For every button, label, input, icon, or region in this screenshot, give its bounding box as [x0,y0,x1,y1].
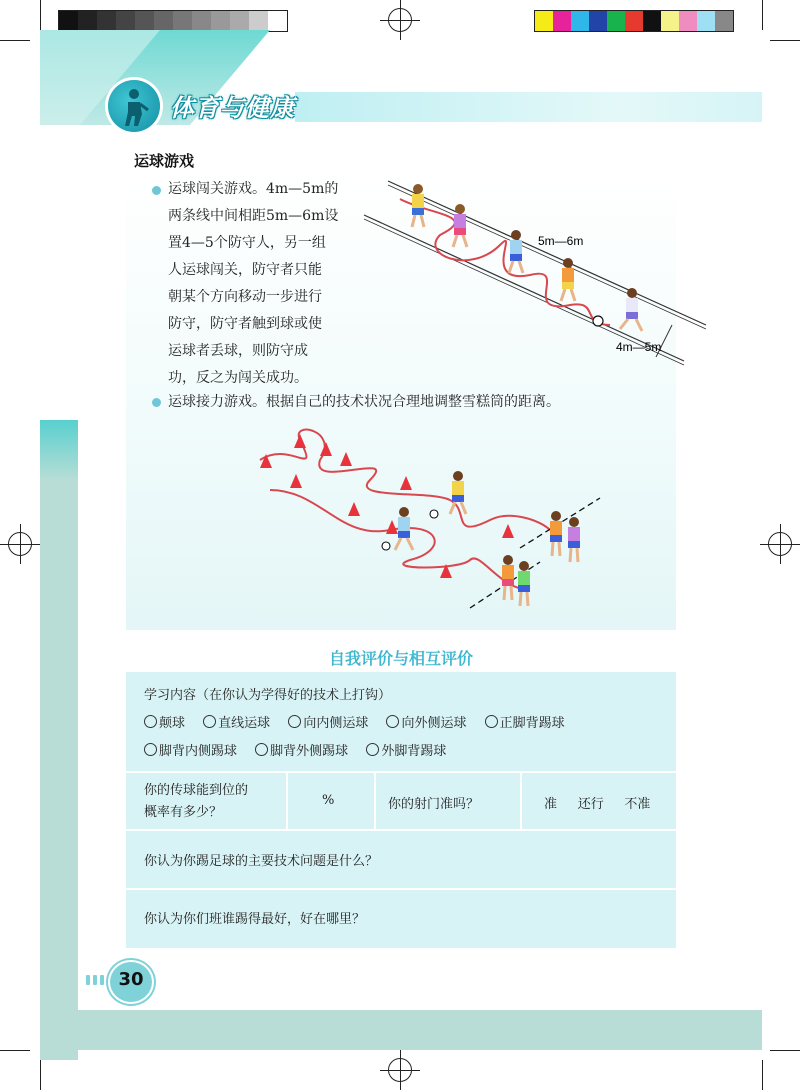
section-title: 运球游戏 [134,152,195,170]
shoot-option[interactable]: 准 [544,797,558,812]
grayscale-bar [58,10,288,32]
relay-illustration [240,420,610,620]
game1-line: 置4—5个防守人，另一组 [168,235,326,251]
game1-line: 两条线中间相距5m—6m设 [168,208,339,224]
page-number-dots [86,975,104,985]
crop-mark [770,40,800,41]
registration-mark [0,524,40,564]
crop-mark [40,0,41,30]
ball-icon [382,542,390,550]
dribble-path [400,199,610,325]
circle-checkbox-icon[interactable] [288,715,301,728]
cone-icon [386,520,398,534]
cone-icon [400,476,412,490]
crop-mark [0,40,30,41]
option-checkbox[interactable]: 向外侧运球 [386,712,466,731]
ball-icon [430,510,438,518]
width-label: 5m—6m [538,234,584,248]
page-number: 30 [118,969,144,990]
option-checkbox[interactable]: 外脚背踢球 [366,740,446,759]
circle-checkbox-icon[interactable] [203,715,216,728]
crop-mark [762,1060,763,1090]
pass-question: 你的传球能到位的 概率有多少？ [144,783,249,820]
shoot-option[interactable]: 不准 [624,797,651,812]
shoot-option[interactable]: 还行 [577,797,604,812]
learning-content-label: 学习内容（在你认为学得好的技术上打钩） [144,688,392,703]
evaluation-table [126,672,676,948]
game1-description [168,176,358,392]
options-row [144,740,460,759]
game2-description: 运球接力游戏。根据自己的技术状况合理地调整雪糕筒的距离。 [168,394,560,410]
option-checkbox[interactable]: 脚背内侧踢球 [144,740,237,759]
player-icon [518,561,530,606]
option-checkbox[interactable]: 正脚背踢球 [485,712,565,731]
crop-mark [40,1060,41,1090]
shoot-question: 你的射门准吗？ [388,797,480,812]
game1-line: 功，反之为闯关成功。 [168,370,308,386]
circle-checkbox-icon[interactable] [255,743,268,756]
crop-mark [770,1050,800,1051]
length-label: 4m—5m [616,340,662,354]
game1-line: 运球闯关游戏。4m—5m的 [168,181,339,197]
percent-field[interactable]: % [322,793,335,808]
circle-checkbox-icon[interactable] [144,743,157,756]
option-checkbox[interactable]: 颠球 [144,712,185,731]
left-side-band-accent [40,420,78,480]
header-title: 体育与健康 [170,94,295,122]
player-icon [502,555,514,600]
cone-icon [294,434,306,448]
crop-mark [0,1050,30,1051]
player-icon [568,517,580,562]
shoot-options [544,793,650,812]
option-checkbox[interactable]: 直线运球 [203,712,270,731]
game1-line: 运球者丢球，则防守成 [168,343,308,359]
circle-checkbox-icon[interactable] [485,715,498,728]
player-icon [550,511,562,556]
player-icon [453,204,467,247]
option-checkbox[interactable]: 向内侧运球 [288,712,368,731]
gauntlet-illustration [360,175,710,375]
evaluation-heading: 自我评价与相互评价 [328,649,473,668]
registration-mark [380,1050,420,1090]
left-side-band [40,420,78,1060]
circle-checkbox-icon[interactable] [366,743,379,756]
color-bar [534,10,734,32]
circle-checkbox-icon[interactable] [144,715,157,728]
bottom-band [40,1010,762,1050]
cone-icon [290,474,302,488]
option-checkbox[interactable]: 脚背外侧踢球 [255,740,348,759]
cone-icon [348,502,360,516]
crop-mark [762,0,763,30]
sports-logo-icon [108,80,160,132]
best-player-question: 你认为你们班谁踢得最好，好在哪里？ [144,912,366,927]
cone-icon [320,442,332,456]
problem-question: 你认为你踢足球的主要技术问题是什么？ [144,854,379,869]
registration-mark [760,524,800,564]
game1-line: 防守，防守者触到球或使 [168,316,322,332]
game1-line: 人运球闯关，防守者只能 [168,262,322,278]
ball-icon [593,316,603,326]
bullet-icon [152,186,161,195]
options-row [144,712,579,731]
player-icon [412,184,424,227]
game1-line: 朝某个方向移动一步进行 [168,289,322,305]
cone-icon [502,524,514,538]
circle-checkbox-icon[interactable] [386,715,399,728]
bullet-icon [152,398,161,407]
cone-icon [340,452,352,466]
